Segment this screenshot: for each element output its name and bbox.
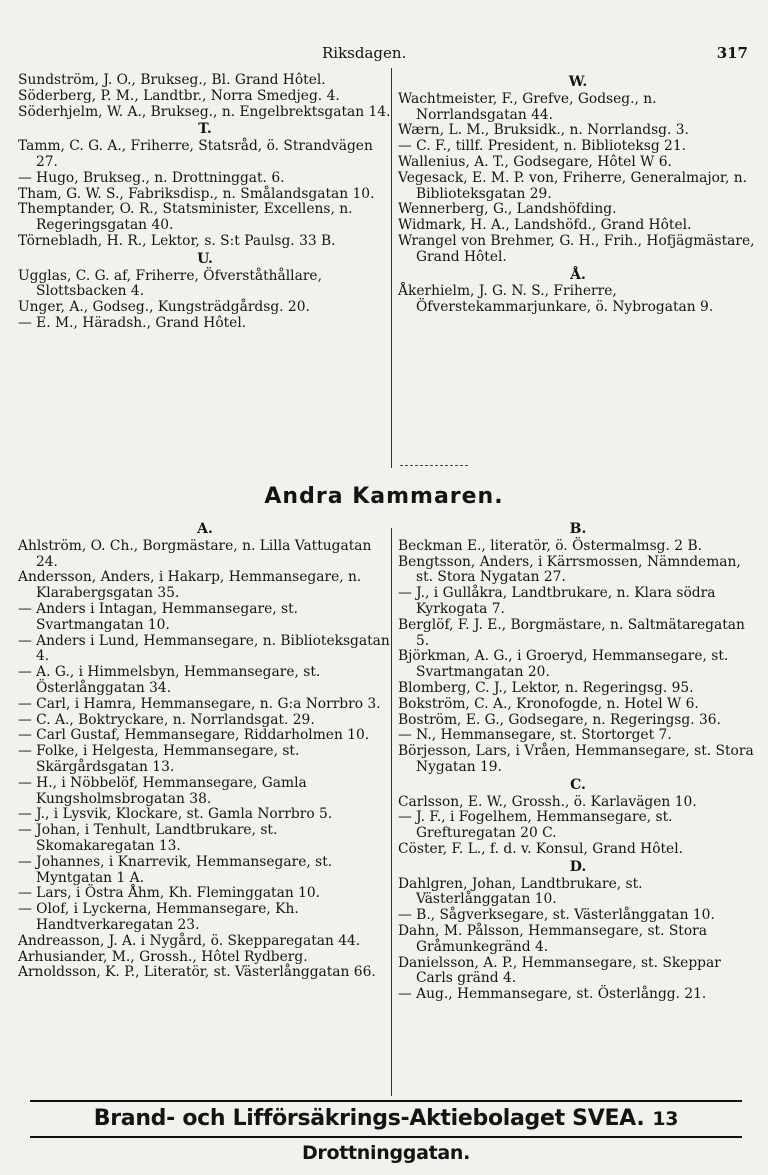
section-title: Andra Kammaren. <box>264 484 504 509</box>
directory-entry: Andersson, Anders, i Hakarp, Hemmansegare, n. Klarabergsgatan 35. <box>18 569 362 602</box>
directory-entry: Björkman, A. G., i Groeryd, Hemmansegare, st. Svartmangatan 20. <box>398 648 729 681</box>
directory-entry: Themptander, O. R., Statsminister, Excellens, n. Regeringsgatan 40. <box>18 201 353 234</box>
letter-heading: C. <box>570 776 586 793</box>
ad-address: 13 Drottninggatan. <box>301 1108 679 1164</box>
directory-entry: Tamm, C. G. A., Friherre, Statsråd, ö. Strandvägen 27. <box>18 138 373 170</box>
directory-entry: Wærn, L. M., Bruksidk., n. Norrlandsg. 3. <box>398 122 689 139</box>
upper-right-column <box>398 73 758 316</box>
directory-entry: Sundström, J. O., Brukseg., Bl. Grand Hôtel. <box>18 72 326 88</box>
directory-entry: Danielsson, A. P., Hemmansegare, st. Skeppar Carls gränd 4. <box>398 954 721 987</box>
directory-entry: — B., Sågverksegare, st. Västerlånggatan 10. <box>398 907 715 924</box>
directory-entry: — Folke, i Helgesta, Hemmansegare, st. Skärgårdsgatan 13. <box>18 743 300 775</box>
page-number: 317 <box>716 44 748 62</box>
directory-entry: — A. G., i Himmelsbyn, Hemmansegare, st. Österlånggatan 34. <box>18 664 321 696</box>
directory-entry: Blomberg, C. J., Lektor, n. Regeringsg. 95. <box>398 679 694 696</box>
directory-entry: Bokström, C. A., Kronofogde, n. Hotel W 6. <box>398 695 699 712</box>
lower-right-column <box>398 520 758 1003</box>
directory-entry: Dahn, M. Pålsson, Hemmansegare, st. Stora Gråmunkegränd 4. <box>398 922 707 955</box>
directory-entry: Andreasson, J. A. i Nygård, ö. Skepparegatan 44. <box>18 932 361 949</box>
upper-left-column <box>18 73 392 332</box>
column-divider <box>391 528 392 1096</box>
directory-entry: Beckman E., literatör, ö. Östermalmsg. 2 B. <box>398 537 702 554</box>
directory-entry: Widmark, H. A., Landshöfd., Grand Hôtel. <box>398 217 692 234</box>
directory-entry: — Olof, i Lyckerna, Hemmansegare, Kh. Handtverkaregatan 23. <box>18 901 299 933</box>
directory-entry: — Hugo, Brukseg., n. Drottninggat. 6. <box>18 169 285 186</box>
directory-entry: — J., i Lysvik, Klockare, st. Gamla Norrbro 5. <box>18 806 333 823</box>
letter-heading: T. <box>198 121 212 138</box>
directory-entry: Unger, A., Godseg., Kungsträdgårdsg. 20. <box>18 299 310 316</box>
directory-entry: — Anders i Lund, Hemmansegare, n. Biblioteksgatan 4. <box>18 632 390 665</box>
directory-entry: — J., i Gullåkra, Landtbrukare, n. Klara södra Kyrkogata 7. <box>398 585 716 617</box>
directory-entry: Tham, G. W. S., Fabriksdisp., n. Smålandsgatan 10. <box>18 185 375 202</box>
directory-entry: — Anders i Intagan, Hemmansegare, st. Svartmangatan 10. <box>18 600 299 633</box>
advertisement-banner <box>30 1100 742 1164</box>
letter-heading: D. <box>569 858 587 875</box>
directory-entry: — Aug., Hemmansegare, st. Österlångg. 21. <box>398 986 707 1003</box>
directory-entry: — Johannes, i Knarrevik, Hemmansegare, st. Myntgatan 1 A. <box>18 853 333 886</box>
ad-company: Brand- och Lifförsäkrings-Aktiebolaget SVEA. <box>93 1106 645 1131</box>
directory-entry: Arhusiander, M., Grossh., Hôtel Rydberg. <box>18 948 308 965</box>
directory-entry: — N., Hemmansegare, st. Stortorget 7. <box>398 727 672 744</box>
letter-heading: B. <box>569 521 587 537</box>
directory-entry: — C. A., Boktryckare, n. Norrlandsgat. 29. <box>18 711 315 728</box>
column-divider <box>391 68 392 468</box>
directory-entry: Bengtsson, Anders, i Kärrsmossen, Nämndeman, st. Stora Nygatan 27. <box>398 553 741 586</box>
directory-entry: — Johan, i Tenhult, Landtbrukare, st. Skomakaregatan 13. <box>18 822 278 854</box>
letter-heading: Å. <box>570 266 586 283</box>
lower-left-column <box>18 520 392 981</box>
letter-heading: U. <box>197 250 213 267</box>
running-title: Riksdagen. <box>322 44 407 62</box>
directory-entry: Åkerhielm, J. G. N. S., Friherre, Öfverstekammarjunkare, ö. Nybrogatan 9. <box>398 283 714 316</box>
directory-entry: Söderberg, P. M., Landtbr., Norra Smedjeg. 4. <box>18 87 340 104</box>
letter-heading: W. <box>568 74 588 90</box>
directory-entry: Wennerberg, G., Landshöfding. <box>398 201 617 218</box>
directory-entry: Dahlgren, Johan, Landtbrukare, st. Västerlånggatan 10. <box>398 875 643 908</box>
directory-entry: Berglöf, F. J. E., Borgmästare, n. Saltmätaregatan 5. <box>398 616 745 649</box>
directory-entry: — J. F., i Fogelhem, Hemmansegare, st. Grefturegatan 20 C. <box>398 809 673 842</box>
directory-entry: Arnoldsson, K. P., Literatör, st. Västerlånggatan 66. <box>18 964 376 981</box>
directory-entry: — C. F., tillf. President, n. Biblioteksg 21. <box>398 138 686 155</box>
page-header <box>0 44 768 68</box>
directory-entry: Ugglas, C. G. af, Friherre, Öfverståthållare, Slottsbacken 4. <box>18 267 322 300</box>
directory-entry: Wallenius, A. T., Godsegare, Hôtel W 6. <box>398 153 672 170</box>
directory-entry: — Lars, i Östra Åhm, Kh. Fleminggatan 10. <box>18 885 321 902</box>
directory-entry: — Carl, i Hamra, Hemmansegare, n. G:a Norrbro 3. <box>18 695 381 712</box>
section-rule <box>400 465 468 466</box>
directory-entry: Börjesson, Lars, i Vråen, Hemmansegare, st. Stora Nygatan 19. <box>398 743 754 775</box>
letter-heading: A. <box>197 521 213 537</box>
directory-entry: Carlsson, E. W., Grossh., ö. Karlavägen 10. <box>398 793 697 810</box>
directory-entry: Törnebladh, H. R., Lektor, s. S:t Paulsg. 33 B. <box>18 232 336 249</box>
directory-entry: Boström, E. G., Godsegare, n. Regeringsg. 36. <box>398 711 721 728</box>
directory-entry: Vegesack, E. M. P. von, Friherre, Generalmajor, n. Biblioteksgatan 29. <box>398 169 748 202</box>
directory-entry: Ahlström, O. Ch., Borgmästare, n. Lilla Vattugatan 24. <box>18 537 372 570</box>
directory-entry: — E. M., Häradsh., Grand Hôtel. <box>18 314 247 331</box>
directory-entry: Cöster, F. L., f. d. v. Konsul, Grand Hôtel. <box>398 840 684 857</box>
directory-entry: — Carl Gustaf, Hemmansegare, Riddarholmen 10. <box>18 727 370 744</box>
directory-entry: Söderhjelm, W. A., Brukseg., n. Engelbrektsgatan 14. <box>18 103 391 120</box>
directory-entry: Wachtmeister, F., Grefve, Godseg., n. Norrlandsgatan 44. <box>398 90 657 123</box>
directory-entry: — H., i Nöbbelöf, Hemmansegare, Gamla Kungsholmsbrogatan 38. <box>18 774 307 807</box>
directory-entry: Wrangel von Brehmer, G. H., Frih., Hofjägmästare, Grand Hôtel. <box>398 232 755 265</box>
